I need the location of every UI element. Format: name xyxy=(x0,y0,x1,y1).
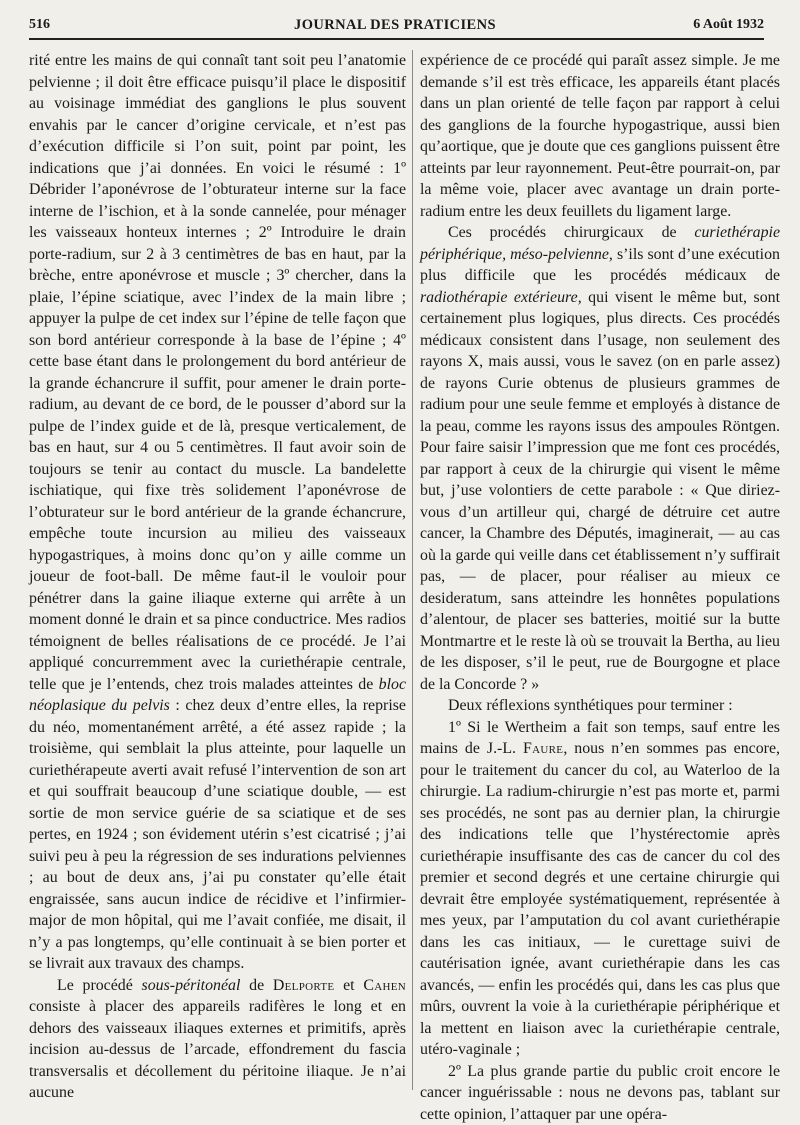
paragraph-right-5: 2º La plus grande partie du public croit encore le cancer inguérissable : nous ne devons pas, tablant sur cette opinion, l’attaquer par une opéra- xyxy=(420,1061,780,1125)
paragraph-right-4 xyxy=(420,717,780,1061)
paragraph-left-1 xyxy=(29,50,406,975)
paragraph-right-2 xyxy=(420,222,780,695)
author-name: Faure xyxy=(523,740,563,757)
paragraph-text: et xyxy=(334,977,363,994)
paragraph-text: : chez deux d’entre elles, la reprise du néo, momentanément arrêté, a été assez rapide ; la troisième, qui semblait la plus atteinte, pour laquelle un curiethérapeute averti avait refusé l’intervention de son art et qui souffrait beaucoup d’une sciatique double, — est sortie de mon service guérie de sa sciatique et de ses pertes, en 1924 ; son évidement utérin s’est cicatrisé ; j’ai suivi peu à peu la régression de ses indurations pelviennes ; au bout de deux ans, j’ai pu constater qu’elle était engraissée, sans aucun indice de récidive et l’infirmier-major de mon hôpital, qui me l’avait confiée, me disait, il n’y a pas longtemps, qu’elle continuait à se bien porter et se livrait aux travaux des champs. xyxy=(29,697,406,972)
issue-date: 6 Août 1932 xyxy=(693,17,764,33)
author-name: Cahen xyxy=(363,977,406,994)
paragraph-text: consiste à placer des appareils radifères le long et en dehors des vaisseaux iliaques externes et primitifs, après incision au-dessus de l’arcade, effondrement du fascia transversalis et décollement du péritoine iliaque. Je n’ai aucune xyxy=(29,998,406,1101)
italic-phrase: curiethérapie périphérique, méso-pelvienne, xyxy=(420,224,780,263)
paragraph-text: Ces procédés chirurgicaux de xyxy=(448,224,694,241)
paragraph-text: 1º Si le Wertheim a fait son temps, sauf entre les mains de J.-L. xyxy=(420,719,780,758)
author-name: Delporte xyxy=(273,977,335,994)
paragraph-text: rité entre les mains de qui connaît tant soit peu l’anatomie pelvienne ; il doit être efficace puisqu’il place le dispositif au voisinage immédiat des ganglions le plus souvent envahis par le cancer d’origine cervicale, et n’est pas d’exécution difficile si l’on suit, point par point, les indications que j’ai données. En voici le résumé : 1º Débrider l’aponévrose de l’obturateur interne sur la face interne de l’ischion, et à la sonde cannelée, pour ménager les vaisseaux honteux internes ; 2º Introduire le drain porte-radium, sur 2 à 3 centimètres de bas en haut, par la brèche, entre aponévrose et muscle ; 3º chercher, dans la plaie, l’épine sciatique, avec l’index de la main libre ; appuyer la pulpe de cet index sur l’épine de telle façon que son bord antérieur corresponde à la base de l’épine ; 4º cette base étant dans le prolongement du bord antérieur de la grande échancrure il suffit, pour amener le drain porte-radium, au devant de ce bord, de le pousser d’abord sur la pulpe de l’index guide et de là, presque verticalement, de bas en haut, sur 4 ou 5 centimètres. Il faut avoir soin de toujours se tenir au contact du muscle. La bandelette ischiatique, qui fixe très solidement l’aponévrose de l’obturateur sur le bord antérieur de la grande échancrure, empêche toute incursion au milieu des vaisseaux hypogastriques, à moins donc qu’on y aille comme un joueur de foot-ball. De même faut-il le vouloir pour pénétrer dans la gaine iliaque externe qui arrête à un moment donné le drain et sa pince conductrice. Mes radios témoignent de belles réalisations de ce procédé. Je l’ai appliqué concurremment avec la curiethérapie centrale, telle que je l’entends, chez trois malades atteintes de xyxy=(29,52,406,693)
paragraph-left-2 xyxy=(29,975,406,1104)
paragraph-text: qui visent le même but, sont certainement plus logiques, plus directs. Ces procédés médicaux consistent dans l’usage, non seulement des rayons X, mais aussi, vous le savez (on en parle assez) de rayons Curie obtenus de plusieurs grammes de radium pour une seule femme et employés à distance de la peau, comme les rayons issus des ampoules Röntgen. Pour faire saisir l’impression que me font ces procédés, par rapport à ceux de la chirurgie qui visent le même but, j’use volontiers de cette parabole : « Que diriez-vous d’un artilleur qui, chargé de détruire cet autre cancer, la Chambre des Députés, imaginerait, — au cas où la garde qui veille dans cet établissement n’y suffirait pas, — de placer, pour réaliser au mieux ce desideratum, sans atteindre les honnêtes populations d’alentour, de placer ses batteries, moitié sur la butte Montmartre et le reste là où se trouvait la Bertha, au lieu de les disposer, s’il le peut, rue de Bourgogne et place de la Concorde ? » xyxy=(420,289,780,693)
right-column xyxy=(420,50,780,1100)
page-number: 516 xyxy=(29,17,50,33)
header-rule xyxy=(29,38,764,40)
paragraph-text: de xyxy=(240,977,272,994)
left-column xyxy=(29,50,406,1100)
italic-phrase: sous-péritonéal xyxy=(142,977,241,994)
italic-phrase: radiothérapie extérieure, xyxy=(420,289,582,306)
paragraph-text: , nous n’en sommes pas encore, pour le traitement du cancer du col, au Waterloo de la chirurgie. La radium-chirurgie n’est pas morte et, parmi ses procédés, ne sont pas au dernier plan, la chirurgie des indications telle que l’hystérectomie après curiethérapie insuffisante des cas de cancer du col des premier et second degrés et une certaine chirurgie qui devrait être employée systématiquement, représentée à mes yeux, par l’amputation du col avant curiethérapie dans les cas initiaux, — le curettage suivi de cautérisation ignée, avant curiethérapie dans les cas avancés, — enfin les procédés qui, dans les cas plus que mûrs, ouvrent la voie à la curiethérapie périphérique et la mettent en liaison avec la curiethérapie centrale, utéro-vaginale ; xyxy=(420,740,780,1058)
page-header xyxy=(0,14,790,38)
journal-title: JOURNAL DES PRATICIENS xyxy=(0,17,790,34)
italic-phrase: bloc néoplasique du pelvis xyxy=(29,676,406,715)
paragraph-right-1: expérience de ce procédé qui paraît assez simple. Je me demande s’il est très efficace, les appareils étant placés dans un plan orienté de telle façon par rapport à celui des ganglions de la fourche hypogastrique, aussi bien qu’aortique, que je doute que ces ganglions puissent être atteints par leur rayonnement. Peut-être pourrait-on, par la même voie, placer avec avantage un drain porte-radium entre les deux feuillets du ligament large. xyxy=(420,50,780,222)
paragraph-text: s’ils sont d’une exécution plus difficile que les procédés médicaux de xyxy=(420,246,780,285)
column-divider xyxy=(412,50,413,1090)
paragraph-right-3: Deux réflexions synthétiques pour terminer : xyxy=(420,695,780,717)
paragraph-text: Le procédé xyxy=(57,977,142,994)
